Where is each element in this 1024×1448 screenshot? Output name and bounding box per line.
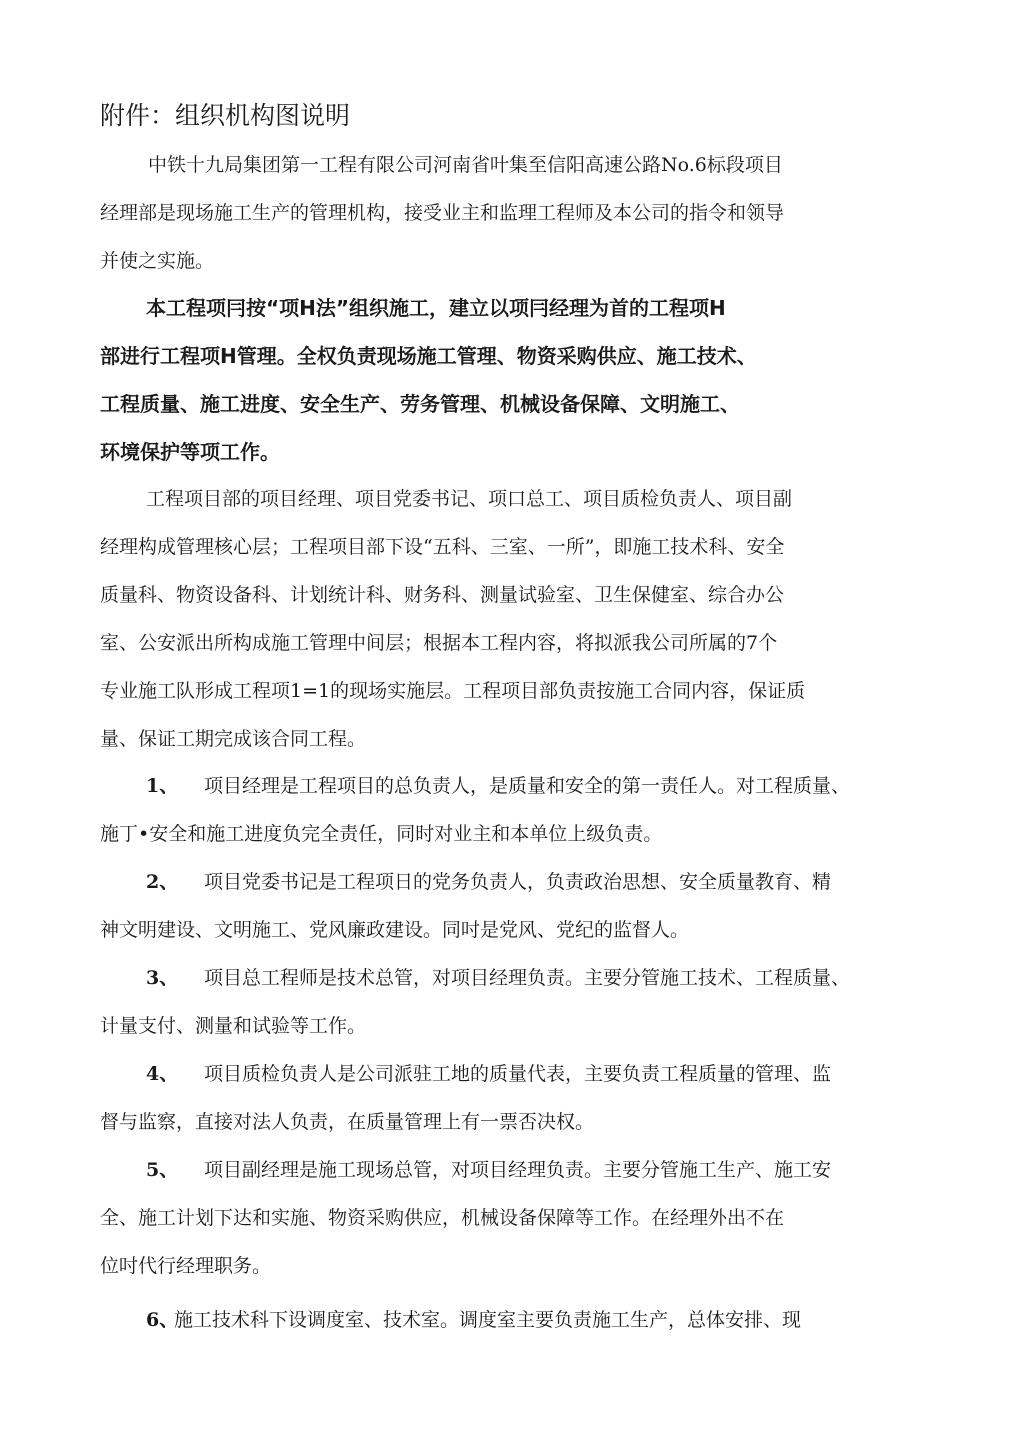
list-item-5-continuation-1: 全、施工计划下达和实施、物资采购供应，机械设备保障等工作。在经理外出不在 bbox=[100, 1207, 785, 1229]
list-item-4 bbox=[146, 1062, 831, 1086]
paragraph-2-line-1: 本工程项冃按“项H法”组织施工，建立以项冃经理为首的工程项H bbox=[146, 296, 726, 320]
list-item-number: 1、 bbox=[146, 775, 179, 797]
paragraph-3-line-2: 经理构成管理核心层；工程项目部下设“五科、三室、一所”，即施工技术科、安全 bbox=[100, 536, 785, 558]
paragraph-3-line-6: 量、保证工期完成该合同工程。 bbox=[100, 728, 367, 750]
list-item-3-continuation: 计量支付、测量和试验等工作。 bbox=[100, 1015, 367, 1037]
list-item-5 bbox=[146, 1158, 831, 1182]
list-item-number: 2、 bbox=[146, 871, 179, 893]
paragraph-3-line-1: 工程项目部的项目经理、项目党委书记、项口总工、项目质检负责人、项目副 bbox=[146, 488, 793, 510]
paragraph-3-line-4: 室、公安派出所构成施工管理中间层；根据本工程内容，将拟派我公司所属的7个 bbox=[100, 632, 778, 654]
document-title: 附件：组织机构图说明 bbox=[100, 101, 351, 130]
list-item-1 bbox=[146, 774, 850, 798]
list-item-number: 6、 bbox=[146, 1309, 179, 1331]
list-item-5-continuation-2: 位吋代行经理职务。 bbox=[100, 1255, 272, 1277]
list-item-text: 项目总工程师是技术总管，对项目经理负责。主要分管施工技术、工程质量、 bbox=[204, 967, 851, 989]
paragraph-2-line-3: 工程质量、施工进度、安全生产、劳务管理、机械设备保障、文明施工、 bbox=[100, 392, 740, 416]
list-item-text: 施工技术科下设调度室、技术室。调度室主要负责施工生产，总体安排、现 bbox=[174, 1309, 802, 1331]
list-item-text: 项目党委书记是工程项日的党务负责人，负责政治思想、安全质量教育、精 bbox=[204, 871, 832, 893]
list-item-number: 4、 bbox=[146, 1063, 179, 1085]
list-item-number: 3、 bbox=[146, 967, 179, 989]
list-item-4-continuation: 督与监察，直接对法人负责，在质量管理上有一票否决权。 bbox=[100, 1111, 595, 1133]
paragraph-2-line-2: 部进行工程项H管理。全权负责现场施工管理、物资采购供应、施工技术、 bbox=[100, 344, 757, 368]
list-item-1-continuation: 施丁•安全和施工进度负完全责任，同时对业主和本单位上级负责。 bbox=[100, 823, 663, 845]
paragraph-1-line-3: 并使之实施。 bbox=[100, 250, 215, 272]
list-item-6 bbox=[146, 1308, 801, 1332]
list-item-2-continuation: 神文明建设、文明施工、党风廉政建设。同吋是党风、党纪的监督人。 bbox=[100, 919, 690, 941]
list-item-number: 5、 bbox=[146, 1159, 179, 1181]
list-item-3 bbox=[146, 966, 850, 990]
list-item-text: 项目质检负责人是公司派驻工地的质量代表，主要负责工程质量的管理、监 bbox=[204, 1063, 832, 1085]
paragraph-3-line-5: 专业施工队形成工程项1=1的现场实施层。工程项目部负责按施工合同内容，保证质 bbox=[100, 680, 806, 702]
list-item-2 bbox=[146, 870, 831, 894]
paragraph-3-line-3: 质量科、物资设备科、计划统计科、财务科、测量试验室、卫生保健室、综合办公 bbox=[100, 584, 785, 606]
list-item-text: 项目经理是工程项目的总负责人，是质量和安全的第一责任人。对工程质量、 bbox=[204, 775, 851, 797]
paragraph-1-line-1: 中铁十九局集团第一工程有限公司河南省叶集至信阳高速公路No.6标段项目 bbox=[148, 154, 783, 176]
list-item-text: 项目副经理是施工现场总管，对项目经理负责。主要分管施工生产、施工安 bbox=[204, 1159, 832, 1181]
paragraph-2-line-4: 环境保护等项工作。 bbox=[100, 440, 280, 464]
paragraph-1-line-2: 经理部是现场施工生产的管理机构，接受业主和监理工程师及本公司的指令和领导 bbox=[100, 202, 785, 224]
